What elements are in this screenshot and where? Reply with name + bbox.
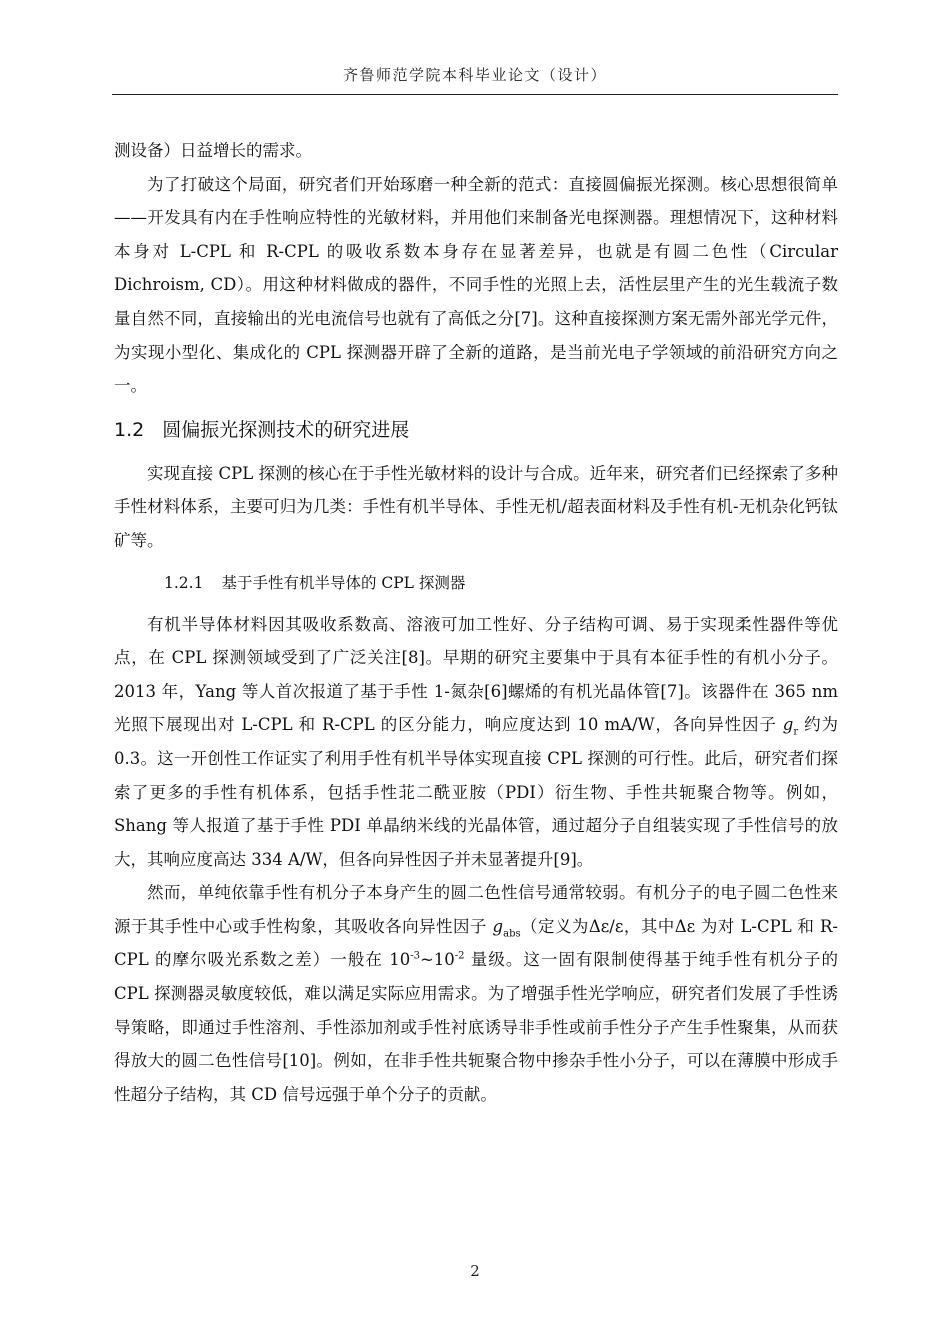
text-run: （定义为Δε/ε，其中Δε 为对 L-CPL 和 R-CPL 的摩尔吸光系数之差）一般在 10 <box>114 916 838 970</box>
symbol-g: g <box>492 916 504 936</box>
paragraph-direct-detection: 为了打破这个局面，研究者们开始琢磨一种全新的范式：直接圆偏振光探测。核心思想很简单——开发具有内在手性响应特性的光敏材料，并用他们来制备光电探测器。理想情况下，这种材料本身对 L-CPL 和 R-CPL 的吸收系数本身存在显著差异，也就是有圆二色性（Circular Dichroism, CD）。用这种材料做成的器件，不同手性的光照上去，活性层里产生的光生载流子数量自然不同，直接输出的光电流信号也就有了高低之分[7]。这种直接探测方案无需外部光学元件，为实现小型化、集成化的 CPL 探测器开辟了全新的道路，是当前光电子学领域的前沿研究方向之一。 <box>114 174 838 396</box>
document-body <box>114 134 838 1111</box>
section-title: 圆偏振光探测技术的研究进展 <box>162 418 410 441</box>
subsection-title: 基于手性有机半导体的 CPL 探测器 <box>221 573 466 592</box>
text-run: 量级。这一固有限制使得基于纯手性有机分子的 CPL 探测器灵敏度较低，难以满足实际应用需求。为了增强手性光学响应，研究者们发展了手性诱导策略，即通过手性溶剂、手性添加剂或手性衬底诱导非手性或前手性分子产生手性聚集，从而获得放大的圆二色性信号[10]。例如，在非手性共轭聚合物中掺杂手性小分子，可以在薄膜中形成手性超分子结构，其 CD 信号远强于单个分子的贡献。 <box>114 950 839 1104</box>
section-number: 1.2 <box>114 418 145 441</box>
subscript-abs: abs <box>503 928 521 940</box>
paragraph-organic-semiconductors <box>114 608 838 877</box>
paragraph-chiral-materials: 实现直接 CPL 探测的核心在于手性光敏材料的设计与合成。近年来，研究者们已经探索了多种手性材料体系，主要可归为几类：手性有机半导体、手性无机/超表面材料及手性有机-无机杂化钙钛矿等。 <box>114 463 838 550</box>
page-header: 齐鲁师范学院本科毕业论文（设计） <box>342 66 607 84</box>
header-rule <box>112 94 838 95</box>
subscript-r: r <box>793 726 799 738</box>
superscript-exponent: -3 <box>410 950 420 962</box>
paragraph-continued: 测设备）日益增长的需求。 <box>114 141 312 160</box>
text-run: 约为 0.3。这一开创性工作证实了利用手性有机半导体实现直接 CPL 探测的可行性。此后，研究者们探索了更多的手性有机体系，包括手性苝二酰亚胺（PDI）衍生物、手性共轭聚合物等。例如，Shang 等人报道了基于手性 PDI 单晶纳米线的光晶体管，通过超分子自组装实现了手性信号的放大，其响应度高达 334 A/W，但各向异性因子并未显著提升[9]。 <box>114 715 838 869</box>
subsection-heading <box>114 570 838 596</box>
section-heading <box>114 417 838 443</box>
text-run: 有机半导体材料因其吸收系数高、溶液可加工性好、分子结构可调、易于实现柔性器件等优点，在 CPL 探测领域受到了广泛关注[8]。早期的研究主要集中于具有本征手性的有机小分子。2013 年，Yang 等人首次报道了基于手性 1-氮杂[6]螺烯的有机光晶体管[7]。该器件在 365 nm 光照下展现出对 L-CPL 和 R-CPL 的区分能力，响应度达到 10 mA/W，各向异性因子 <box>114 614 838 735</box>
paragraph-chirality-induction <box>114 876 838 1111</box>
superscript-exponent: -2 <box>454 950 465 962</box>
subsection-number: 1.2.1 <box>164 573 204 592</box>
symbol-g: g <box>782 715 794 735</box>
text-run: 然而，单纯依靠手性有机分子本身产生的圆二色性信号通常较弱。有机分子的电子圆二色性来源于其手性中心或手性构象，其吸收各向异性因子 <box>114 883 838 936</box>
text-run: ~10 <box>419 950 455 970</box>
page-number: 2 <box>470 1262 480 1280</box>
